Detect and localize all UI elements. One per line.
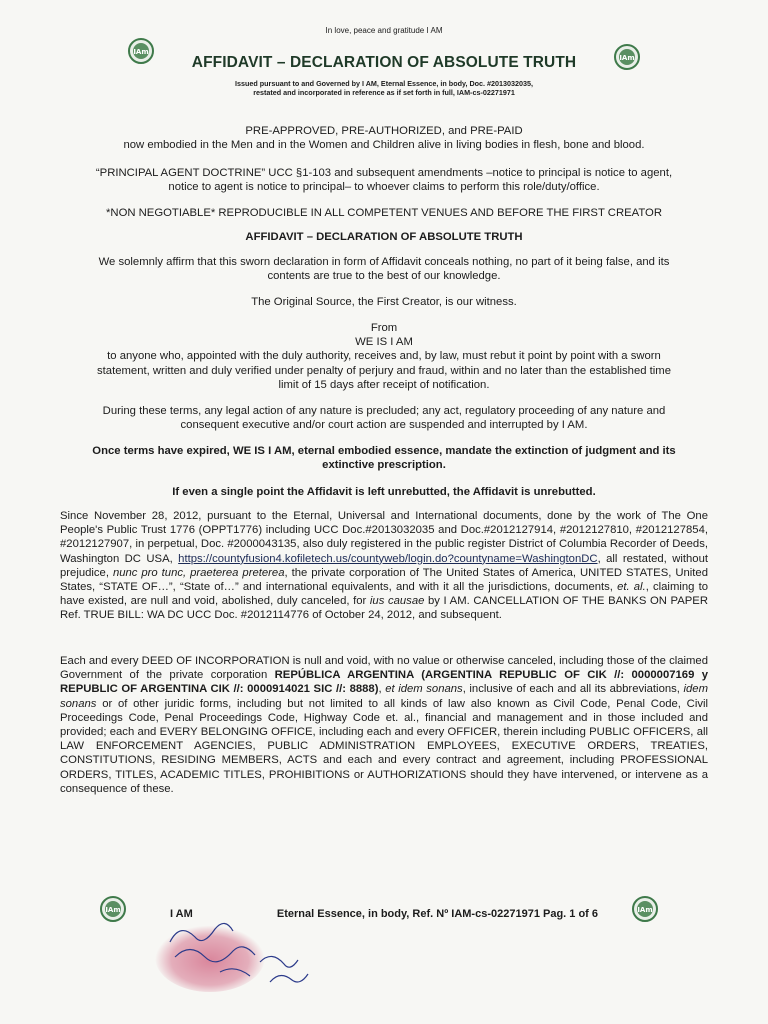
affidavit-heading: AFFIDAVIT – DECLARATION OF ABSOLUTE TRUTH (245, 231, 523, 243)
from-section: From WE IS I AM to anyone who, appointed with the duly authority, receives and, by law, must rebut it point by point with a sworn statement, written and duly verified under penalty of perjury and fraud, within and no later than the established time limit of 15 days after receipt of notification. (97, 322, 671, 391)
pre-approved-section: PRE-APPROVED, PRE-AUTHORIZED, and PRE-PAID now embodied in the Men and in the Women and Children alive in living bodies in flesh, bone and blood. (123, 125, 645, 152)
since-paragraph: Since November 28, 2012, pursuant to the Eternal, Universal and International documents, done by the work of The One People's Public Trust 1776 (OPPT1776) including UCC Doc.#2013032035 and Doc.#2012127914, #2012127810, #2012127854, #2012127907, in perpetual, Doc. #2000043135, also duly registered in the public register District of Columbia Recorder of Deeds, Washington DC USA, https://countyfusion4.kofiletech.us/countyweb/login.do?countyname=WashingtonDC, all restated, without prejudice, nunc pro tunc, praeterea preterea, the private corporation of The United States of America, UNITED STATES, United States, “STATE OF…”, “State of…” and international equivalents, and with it all the jurisdictions, documents, et. al., claiming to have existed, are null and void, abolished, duly canceled, for ius causae by I AM. CANCELLATION OF THE BANKS ON PAPER Ref. TRUE BILL: WA DC UCC Doc. #2012114776 of October 24, 2012, and subsequent. (60, 510, 708, 622)
svg-text:IAm: IAm (133, 48, 149, 56)
page-footer: I AM Eternal Essence, in body, Ref. Nº IAM-cs-02271971 Pag. 1 of 6 (169, 908, 599, 920)
page-title: AFFIDAVIT – DECLARATION OF ABSOLUTE TRUTH (191, 54, 577, 71)
principal-agent-doctrine: “PRINCIPAL AGENT DOCTRINE” UCC §1-103 and subsequent amendments –notice to principal is notice to agent, notice to agent is notice to principal– to whoever claims to perform this role/duty/office. (95, 167, 673, 194)
single-point-line: If even a single point the Affidavit is left unrebutted, the Affidavit is unrebutted. (172, 486, 596, 498)
svg-text:IAm: IAm (619, 54, 635, 62)
issued-note: Issued pursuant to and Governed by I AM, Eternal Essence, in body, Doc. #2013032035, restated and incorporated in reference as if set forth in full, IAM-cs-02271971 (235, 79, 533, 97)
affirmation: We solemnly affirm that this sworn declaration in form of Affidavit conceals nothing, no part of it being false, and its contents are true to the best of our knowledge. (98, 256, 670, 283)
svg-text:IAm: IAm (637, 906, 653, 914)
during-terms: During these terms, any legal action of any nature is precluded; any act, regulatory proceeding of any nature and consequent executive and/or court action are suspended and interrupted by I AM. (102, 405, 666, 432)
once-terms-expired: Once terms have expired, WE IS I AM, eternal embodied essence, mandate the extinction of judgment and its extinctive prescription. (92, 445, 676, 472)
county-fusion-link[interactable]: https://countyfusion4.kofiletech.us/countyweb/login.do?countyname=WashingtonDC (178, 552, 598, 565)
deed-paragraph: Each and every DEED OF INCORPORATION is null and void, with no value or otherwise canceled, including those of the claimed Government of the private corporation REPÚBLICA ARGENTINA (ARGENTINA REPUBLIC OF CIK //: 0000007169 y REPUBLIC OF ARGENTINA CIK //: 0000914021 SIC //: 8888), et idem sonans, inclusive of each and all its abbreviations, idem sonans or of other juridic forms, including but not limited to all kinds of law also known as Civil Code, Penal Code, Civil Proceedings Code, Penal Proceedings Code, Highway Code et. al., financial and management and in those included and provided; each and EVERY BELONGING OFFICE, including each and every OFFICER, therein including PUBLIC OFFICERS, all LAW ENFORCEMENT AGENCIES, PUBLIC ADMINISTRATION EMPLOYEES, EXECUTIVE ORDERS, TREATIES, CONSTITUTIONS, RESIDING MEMBERS, ACTS and each and every contract and agreement, including PROFESSIONAL ORDERS, TITLES, ACADEMIC TITLES, PROHIBITIONS or AUTHORIZATIONS should they have intervened, or intervene as a consequence of these. (60, 655, 709, 795)
top-dedication: In love, peace and gratitude I AM (325, 26, 443, 35)
svg-text:IAm: IAm (105, 906, 121, 914)
witness-line: The Original Source, the First Creator, is our witness. (251, 296, 517, 308)
non-negotiable-line: *NON NEGOTIABLE* REPRODUCIBLE IN ALL COMPETENT VENUES AND BEFORE THE FIRST CREATOR (106, 207, 662, 219)
signature-fingerprint-image (150, 902, 330, 992)
